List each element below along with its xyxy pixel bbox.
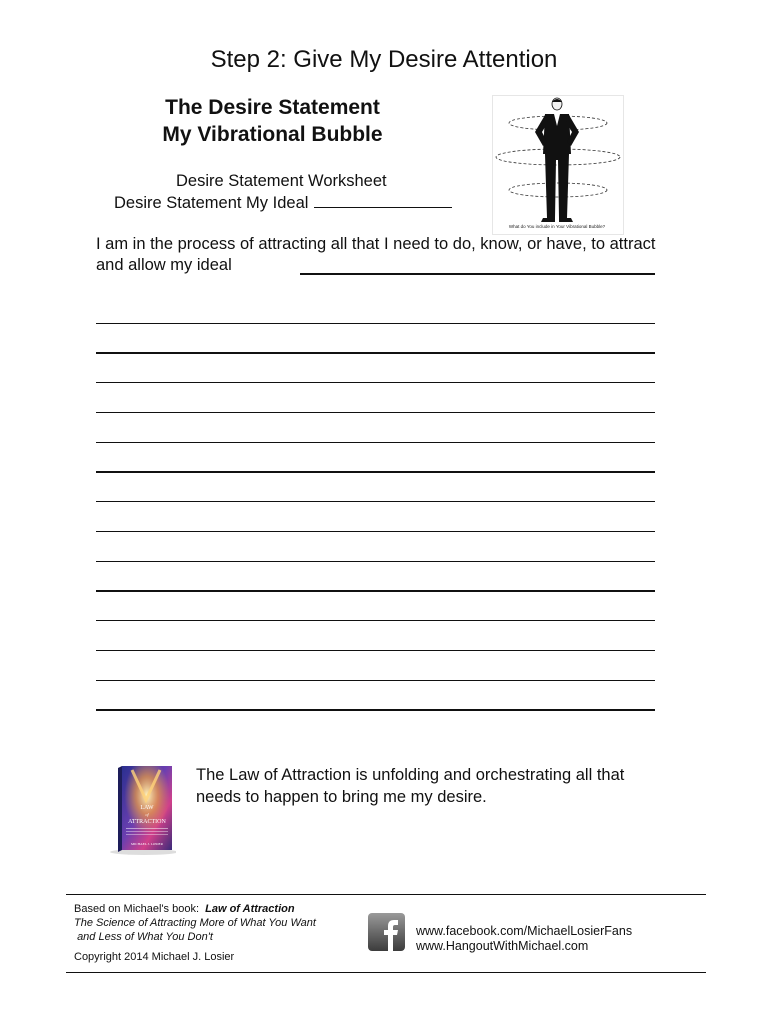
footer-top-rule [66,894,706,895]
writing-line[interactable] [96,650,655,651]
writing-line[interactable] [96,412,655,413]
writing-line[interactable] [96,442,655,443]
closing-statement: The Law of Attraction is unfolding and orchestrating all that needs to happen to bring me my desire. [196,766,625,806]
book-title-line-3: ATTRACTION [128,819,166,825]
footer-links [416,924,632,954]
ideal-row [114,193,452,213]
book-reference-line [74,902,316,916]
writing-line[interactable] [96,561,655,562]
book-title-line-1: LAW [140,805,154,811]
copyright: Copyright 2014 Michael J. Losier [74,951,235,963]
man-in-suit-icon [493,96,623,234]
heading-line-1: The Desire Statement [165,96,380,119]
writing-line[interactable] [96,620,655,621]
vibrational-bubble-illustration [492,95,624,235]
desire-statement-heading [130,94,415,148]
book-title-line-2: of [145,812,149,817]
book-subtitle-line-2: and Less of What You Don't [77,931,213,943]
writing-line[interactable] [96,590,655,592]
page-title: Step 2: Give My Desire Attention [210,46,558,73]
illustration-caption: What do You include in Your Vibrational Bubble? [508,224,606,229]
book-cover-image [108,766,176,856]
writing-line[interactable] [96,382,655,383]
intro-blank-line[interactable] [300,273,655,275]
writing-line[interactable] [96,352,655,354]
writing-line[interactable] [96,471,655,473]
ideal-blank-field[interactable] [314,193,452,208]
writing-line[interactable] [96,323,655,324]
footer-book-info [74,902,316,964]
writing-line[interactable] [96,709,655,711]
ideal-label: Desire Statement My Ideal [114,194,309,212]
facebook-icon[interactable] [368,913,405,951]
based-on-prefix: Based on Michael's book: [74,903,200,915]
hangout-link[interactable]: www.HangoutWithMichael.com [416,939,589,953]
intro-statement: I am in the process of attracting all that I need to do, know, or have, to attract and allow my ideal [96,235,656,274]
writing-line[interactable] [96,531,655,532]
book-subtitle-line-1: The Science of Attracting More of What You Want [74,917,316,929]
footer-bottom-rule [66,972,706,973]
book-title: Law of Attraction [205,903,295,915]
worksheet-label: Desire Statement Worksheet [176,172,387,190]
writing-line[interactable] [96,501,655,502]
writing-line[interactable] [96,680,655,681]
facebook-link[interactable]: www.facebook.com/MichaelLosierFans [416,924,633,938]
book-author: MICHAEL J. LOSIER [130,842,164,846]
heading-line-2: My Vibrational Bubble [162,123,383,146]
